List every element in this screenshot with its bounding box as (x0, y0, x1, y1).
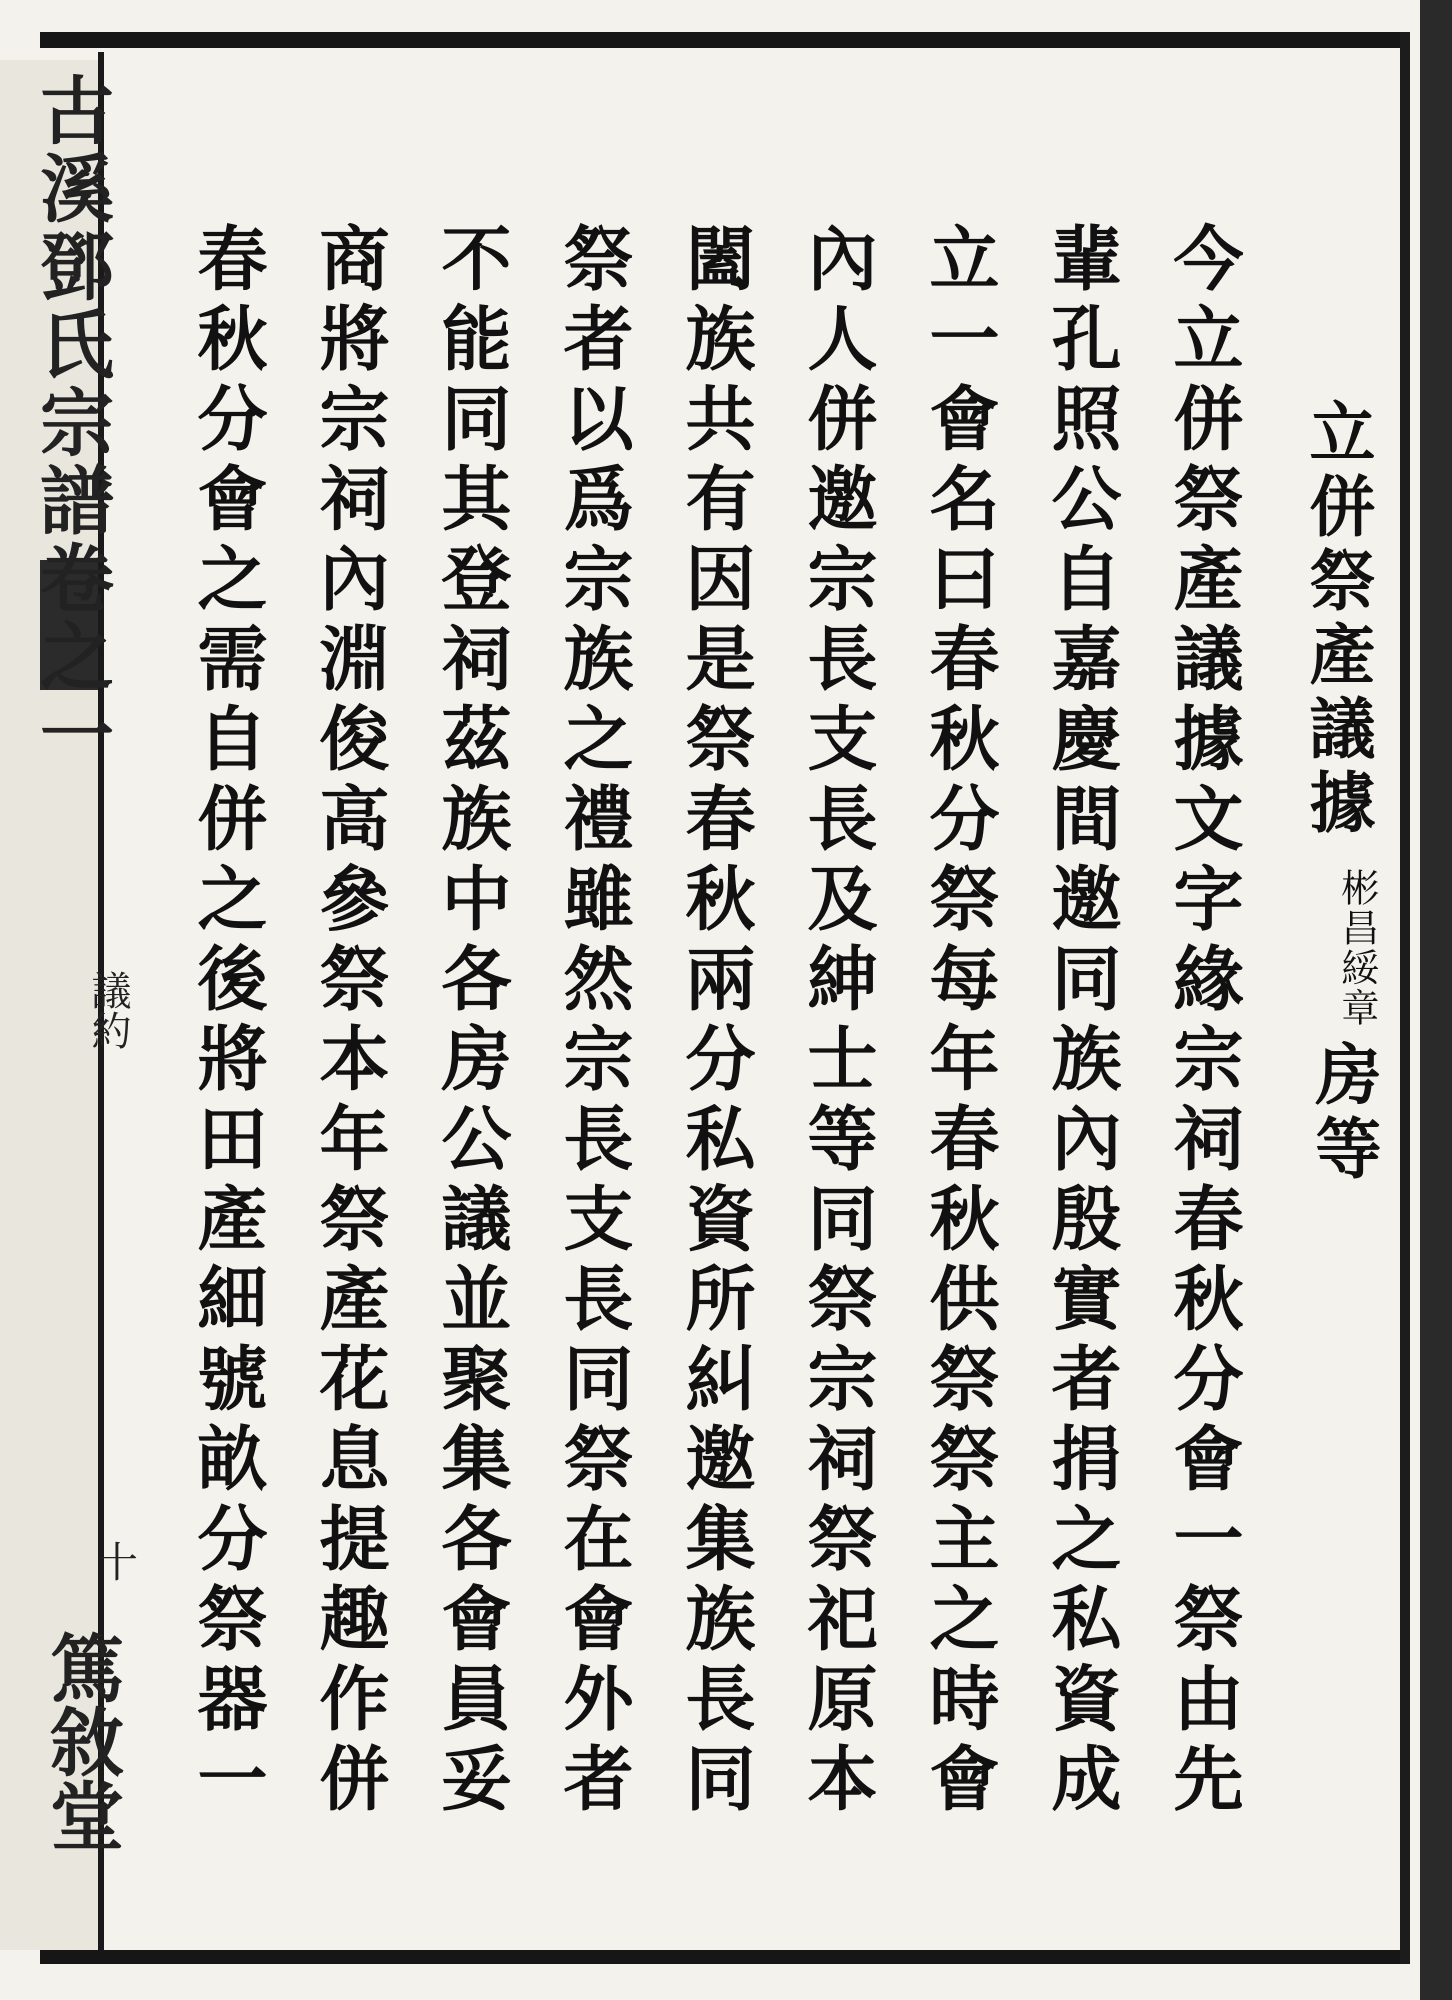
text-column-9: 春秋分會之需自併之後將田產細號畝分祭器一 (186, 222, 269, 1822)
text-column-2: 輩孔照公自嘉慶間邀同族內殷實者捐之私資成 (1040, 222, 1123, 1822)
text-column-3: 立一會名曰春秋分祭每年春秋供祭祭主之時會 (918, 222, 1001, 1822)
heading-note: 彬昌綏章 (1334, 868, 1379, 1028)
text-column-6: 祭者以爲宗族之禮雖然宗長支長同祭在會外者 (552, 222, 635, 1822)
text-column-8: 商將宗祠內淵俊高參祭本年祭產花息提趣作併 (308, 222, 391, 1822)
text-column-1: 今立併祭產議據文字緣宗祠春秋分會一祭由先 (1162, 222, 1245, 1822)
text-column-7: 不能同其登祠茲族中各房公議並聚集各會員妥 (430, 222, 513, 1822)
bottom-border (40, 1950, 1410, 1964)
right-border (1400, 32, 1410, 1964)
book-title: 古溪鄧氏宗譜卷之一 (28, 72, 114, 774)
text-column-4: 內人併邀宗長支長及紳士等同祭宗祠祭祀原本 (796, 222, 879, 1822)
top-border (40, 32, 1410, 48)
heading-tail: 房等 (1304, 1040, 1382, 1188)
folio-number: 十 (90, 1540, 139, 1582)
section-label: 議約 (85, 970, 131, 1050)
hall-name: 篤敘堂 (38, 1630, 124, 1852)
document-heading: 立併祭產議據 (1298, 398, 1376, 842)
text-column-5: 闔族共有因是祭春秋兩分私資所糾邀集族長同 (674, 222, 757, 1822)
page-edge (1420, 0, 1452, 2000)
